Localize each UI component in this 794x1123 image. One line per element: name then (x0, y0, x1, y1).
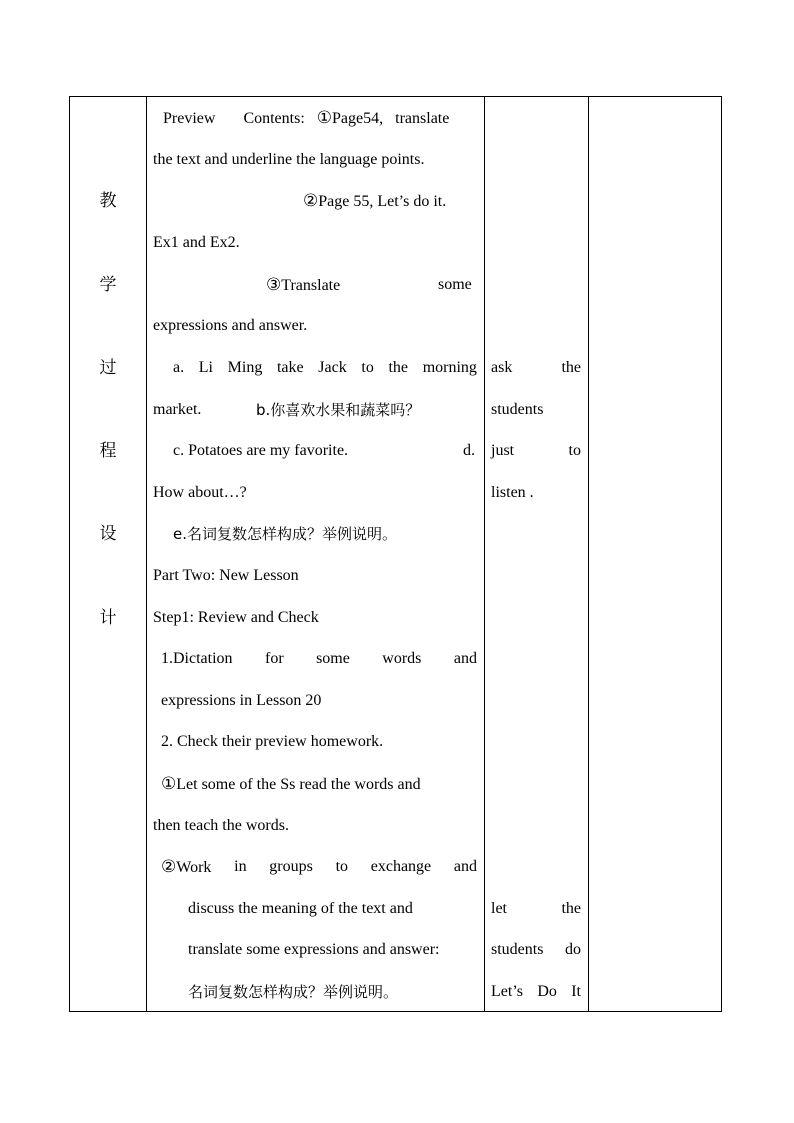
page-ref: Page54, (332, 110, 384, 127)
text-word: some (438, 276, 472, 293)
text-word: do (565, 941, 581, 958)
text-word: to (361, 359, 374, 376)
text-span: Translate (281, 277, 341, 294)
text-line (163, 108, 449, 129)
text-word: students (491, 941, 544, 958)
text-word: in (234, 858, 247, 875)
text-word: take (276, 359, 304, 376)
note-line: students (491, 401, 544, 418)
text-line (161, 649, 477, 669)
column-divider (484, 97, 485, 1011)
text-word: It (571, 983, 581, 1000)
circled-number-1: ① (161, 774, 177, 794)
text-word: the (561, 900, 581, 917)
note-line (491, 358, 581, 378)
text-word: the (561, 359, 581, 376)
side-label-char: 教 (99, 191, 117, 211)
text-word: some (316, 650, 350, 667)
text-line: c. Potatoes are my favorite. (173, 442, 349, 459)
text-line: discuss the meaning of the text and (188, 900, 413, 917)
text-word: exchange (370, 858, 432, 875)
column-divider (146, 97, 147, 1011)
preview-contents-label: Contents: (243, 110, 305, 127)
preview-label: Preview (163, 110, 216, 127)
text-word: ask (491, 359, 513, 376)
text-word: let (491, 900, 507, 917)
text-word: Let’s (491, 983, 523, 1000)
side-label-char: 计 (99, 608, 117, 628)
text-line: How about…? (153, 484, 247, 501)
text-word: d. (463, 442, 475, 459)
text-word: Do (537, 983, 557, 1000)
text-word: groups (269, 858, 313, 875)
text-line: translate some expressions and answer: (188, 941, 440, 958)
side-label-char: 过 (99, 358, 117, 378)
circled-number-2: ② (303, 191, 319, 211)
text-line: expressions in Lesson 20 (161, 692, 322, 709)
note-line (491, 982, 581, 1002)
text-line (266, 275, 340, 296)
text-line (303, 191, 446, 212)
text-word: translate (395, 110, 450, 127)
text-word: Ming (227, 359, 263, 376)
text-word: to (568, 442, 581, 459)
text-word: the (388, 359, 409, 376)
text-line: 2. Check their preview homework. (161, 733, 384, 750)
text-word: for (264, 650, 284, 667)
text-word: Work (176, 859, 212, 876)
text-word: and (453, 650, 477, 667)
text-word: a. (173, 359, 185, 376)
text-line: Part Two: New Lesson (153, 567, 299, 584)
text-word: just (491, 442, 515, 459)
column-divider (588, 97, 589, 1011)
text-word (161, 857, 211, 878)
text-line: e.名词复数怎样构成？举例说明。 (173, 525, 397, 543)
note-line (491, 940, 581, 960)
text-word: Li (198, 359, 213, 376)
text-line (173, 358, 477, 378)
text-span: Let some of the Ss read the words and (176, 776, 421, 793)
text-word: and (453, 858, 477, 875)
text-line: Step1: Review and Check (153, 609, 319, 626)
note-line: listen . (491, 484, 534, 501)
text-word: 1.Dictation (161, 650, 233, 667)
note-line (491, 441, 581, 461)
circled-number-1: ① (316, 108, 333, 128)
text-line: the text and underline the language points. (153, 151, 425, 168)
text-line: Ex1 and Ex2. (153, 234, 240, 251)
text-word: morning (422, 359, 477, 376)
side-label-char: 学 (99, 275, 117, 295)
side-label-char: 设 (99, 524, 117, 544)
circled-number-3: ③ (266, 275, 282, 295)
text-span: Page 55, Let’s do it. (318, 193, 447, 210)
lesson-plan-table (69, 96, 722, 1012)
circled-number-2: ② (161, 857, 177, 877)
text-word: words (382, 650, 422, 667)
text-line: expressions and answer. (153, 317, 308, 334)
text-word: to (335, 858, 349, 875)
text-line: market. (153, 401, 202, 418)
text-line (161, 774, 421, 795)
text-line: b.你喜欢水果和蔬菜吗？ (256, 401, 421, 419)
side-label-char: 程 (99, 441, 117, 461)
text-line: 名词复数怎样构成？举例说明。 (188, 983, 399, 1001)
text-line: then teach the words. (153, 817, 289, 834)
text-line (161, 857, 477, 878)
note-line (491, 899, 581, 919)
text-word: Jack (318, 359, 347, 376)
